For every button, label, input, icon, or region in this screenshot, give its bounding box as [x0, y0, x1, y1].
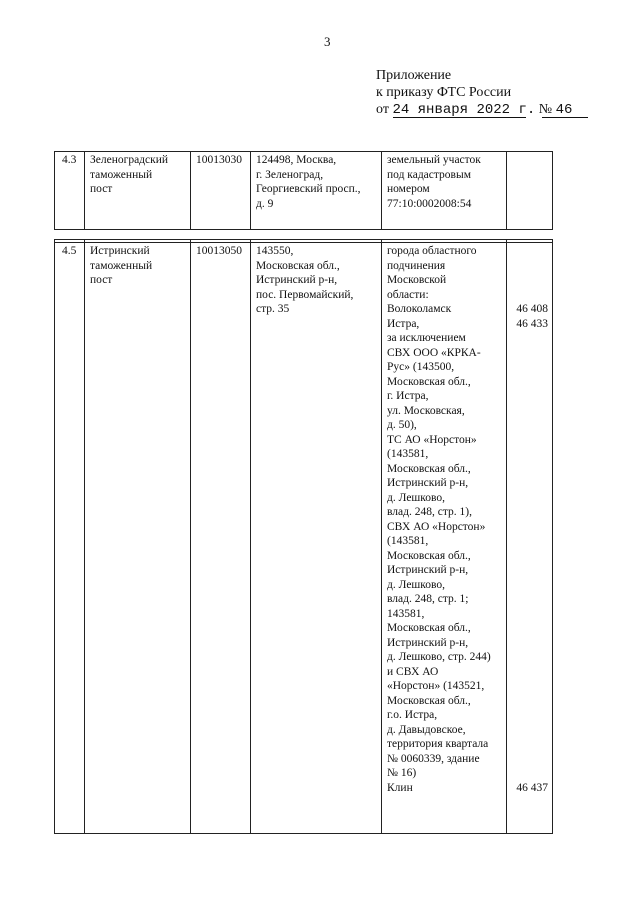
- okato-blank-line: [512, 621, 548, 636]
- region-line: д. 50),: [387, 419, 417, 431]
- region-line: земельный участок: [387, 154, 481, 166]
- okato-blank-line: [512, 331, 548, 346]
- okato-blank-line: [512, 273, 548, 288]
- okato-blank-line: [512, 752, 548, 767]
- table-row: [55, 243, 553, 834]
- row-number: 4.3: [55, 152, 85, 230]
- okato-blank-line: [512, 389, 548, 404]
- okato-blank-line: [512, 520, 548, 535]
- address-line: г. Зеленоград,: [256, 168, 324, 181]
- header-order-date-line: [376, 101, 572, 119]
- region-line: территория квартала: [387, 738, 489, 750]
- region-line: под кадастровым: [387, 168, 471, 181]
- post-name-line: таможенный: [90, 259, 153, 272]
- okato-blank-line: [512, 607, 548, 622]
- post-name-line: пост: [90, 274, 113, 286]
- region-line: ул. Московская,: [387, 404, 465, 417]
- okato-blank-line: [512, 549, 548, 564]
- okato-cell: [507, 152, 553, 230]
- region-line: Истра,: [387, 317, 420, 330]
- region-line: СВХ ООО «КРКА-: [387, 346, 481, 359]
- order-prefix: от: [376, 102, 389, 117]
- post-name-line: Зеленоградский: [90, 154, 169, 166]
- table-row: [55, 152, 553, 230]
- okato-blank-line: [512, 723, 548, 738]
- okato-blank-line: [512, 636, 548, 651]
- address-line: Истринский р-н,: [256, 274, 338, 286]
- region-line: Клин: [387, 781, 413, 794]
- region-line: Московская обл.,: [387, 549, 471, 562]
- post-name-line: Истринский: [90, 245, 150, 257]
- okato-blank-line: [512, 288, 548, 303]
- region-line: подчинения: [387, 259, 446, 272]
- address-line: стр. 35: [256, 303, 290, 315]
- order-date: 24 января 2022 г.: [392, 102, 536, 118]
- region-line: Московская обл.,: [387, 462, 471, 475]
- okato-blank-line: [512, 563, 548, 578]
- okato-blank-line: [512, 360, 548, 375]
- region-line: области:: [387, 288, 429, 301]
- region-line: д. Давыдовское,: [387, 723, 466, 736]
- region-line: (143581,: [387, 448, 429, 460]
- okato-blank-line: [512, 665, 548, 680]
- region-line: Московская обл.,: [387, 694, 471, 707]
- region-cell: [382, 243, 507, 834]
- region-line: Московской: [387, 274, 447, 286]
- region-line: Истринский р-н,: [387, 636, 469, 649]
- okato-blank-line: [512, 578, 548, 593]
- order-date-underline: [393, 117, 526, 118]
- okato-blank-line: [512, 244, 548, 259]
- region-line: д. Лешково,: [387, 491, 446, 504]
- okato-code: 46 433: [516, 317, 548, 330]
- order-number-label: №: [538, 102, 553, 117]
- okato-blank-line: [512, 462, 548, 477]
- region-line: и СВХ АО: [387, 665, 439, 678]
- region-line: Истринский р-н,: [387, 564, 469, 576]
- okato-blank-line: [512, 592, 548, 607]
- region-line: Московская обл.,: [387, 622, 471, 634]
- customs-post-table-row-4-5: [54, 239, 553, 834]
- region-line: «Норстон» (143521,: [387, 680, 485, 692]
- post-code: 10013050: [191, 243, 251, 834]
- okato-code: 46 437: [516, 781, 548, 794]
- region-line: д. Лешково,: [387, 578, 446, 591]
- region-line: г. Истра,: [387, 390, 429, 402]
- header-order-reference: к приказу ФТС России: [376, 85, 512, 100]
- okato-blank-line: [512, 433, 548, 448]
- region-line: влад. 248, стр. 1;: [387, 593, 469, 605]
- post-address-cell: [251, 152, 382, 230]
- region-line: (143581,: [387, 535, 429, 547]
- region-line: № 0060339, здание: [387, 752, 480, 765]
- region-line: 77:10:0002008:54: [387, 197, 472, 210]
- region-line: номером: [387, 183, 430, 195]
- region-line: д. Лешково, стр. 244): [387, 651, 491, 663]
- region-line: Московская обл.,: [387, 375, 471, 388]
- region-line: г.о. Истра,: [387, 709, 438, 721]
- okato-blank-line: [512, 491, 548, 506]
- okato-blank-line: [512, 766, 548, 781]
- post-name-cell: [85, 243, 191, 834]
- region-line: № 16): [387, 767, 417, 779]
- post-name-line: таможенный: [90, 168, 153, 181]
- post-name-line: пост: [90, 183, 113, 195]
- region-line: за исключением: [387, 332, 466, 344]
- region-line: Истринский р-н,: [387, 477, 469, 489]
- okato-blank-line: [512, 346, 548, 361]
- okato-blank-line: [512, 534, 548, 549]
- okato-blank-line: [512, 679, 548, 694]
- address-line: Московская обл.,: [256, 259, 340, 272]
- header-title: Приложение: [376, 68, 452, 83]
- okato-blank-line: [512, 694, 548, 709]
- okato-blank-line: [512, 418, 548, 433]
- page-number: 3: [324, 34, 331, 49]
- okato-blank-line: [512, 737, 548, 752]
- okato-blank-line: [512, 404, 548, 419]
- region-line: 143581,: [387, 607, 425, 620]
- okato-blank-line: [512, 476, 548, 491]
- region-line: влад. 248, стр. 1),: [387, 506, 472, 518]
- okato-blank-line: [512, 375, 548, 390]
- region-line: СВХ АО «Норстон»: [387, 520, 486, 533]
- okato-blank-line: [512, 708, 548, 723]
- customs-post-table-row-4-3: [54, 151, 553, 230]
- region-line: ТС АО «Норстон»: [387, 433, 477, 446]
- row-number: 4.5: [55, 243, 85, 834]
- region-line: Рус» (143500,: [387, 361, 455, 373]
- okato-cell: [507, 243, 553, 834]
- region-line: Волоколамск: [387, 303, 452, 315]
- address-line: Георгиевский просп.,: [256, 183, 361, 195]
- okato-blank-line: [512, 447, 548, 462]
- order-number: 46: [555, 102, 573, 118]
- address-line: 143550,: [256, 245, 294, 257]
- okato-blank-line: [512, 505, 548, 520]
- post-name-cell: [85, 152, 191, 230]
- region-line: города областного: [387, 245, 477, 257]
- post-code: 10013030: [191, 152, 251, 230]
- okato-blank-line: [512, 650, 548, 665]
- okato-code: 46 408: [516, 303, 548, 315]
- address-line: д. 9: [256, 197, 274, 210]
- address-line: пос. Первомайский,: [256, 288, 354, 301]
- post-address-cell: [251, 243, 382, 834]
- okato-blank-line: [512, 259, 548, 274]
- order-number-underline: [542, 117, 588, 118]
- address-line: 124498, Москва,: [256, 154, 337, 166]
- region-cell: [382, 152, 507, 230]
- document-header: [376, 67, 572, 119]
